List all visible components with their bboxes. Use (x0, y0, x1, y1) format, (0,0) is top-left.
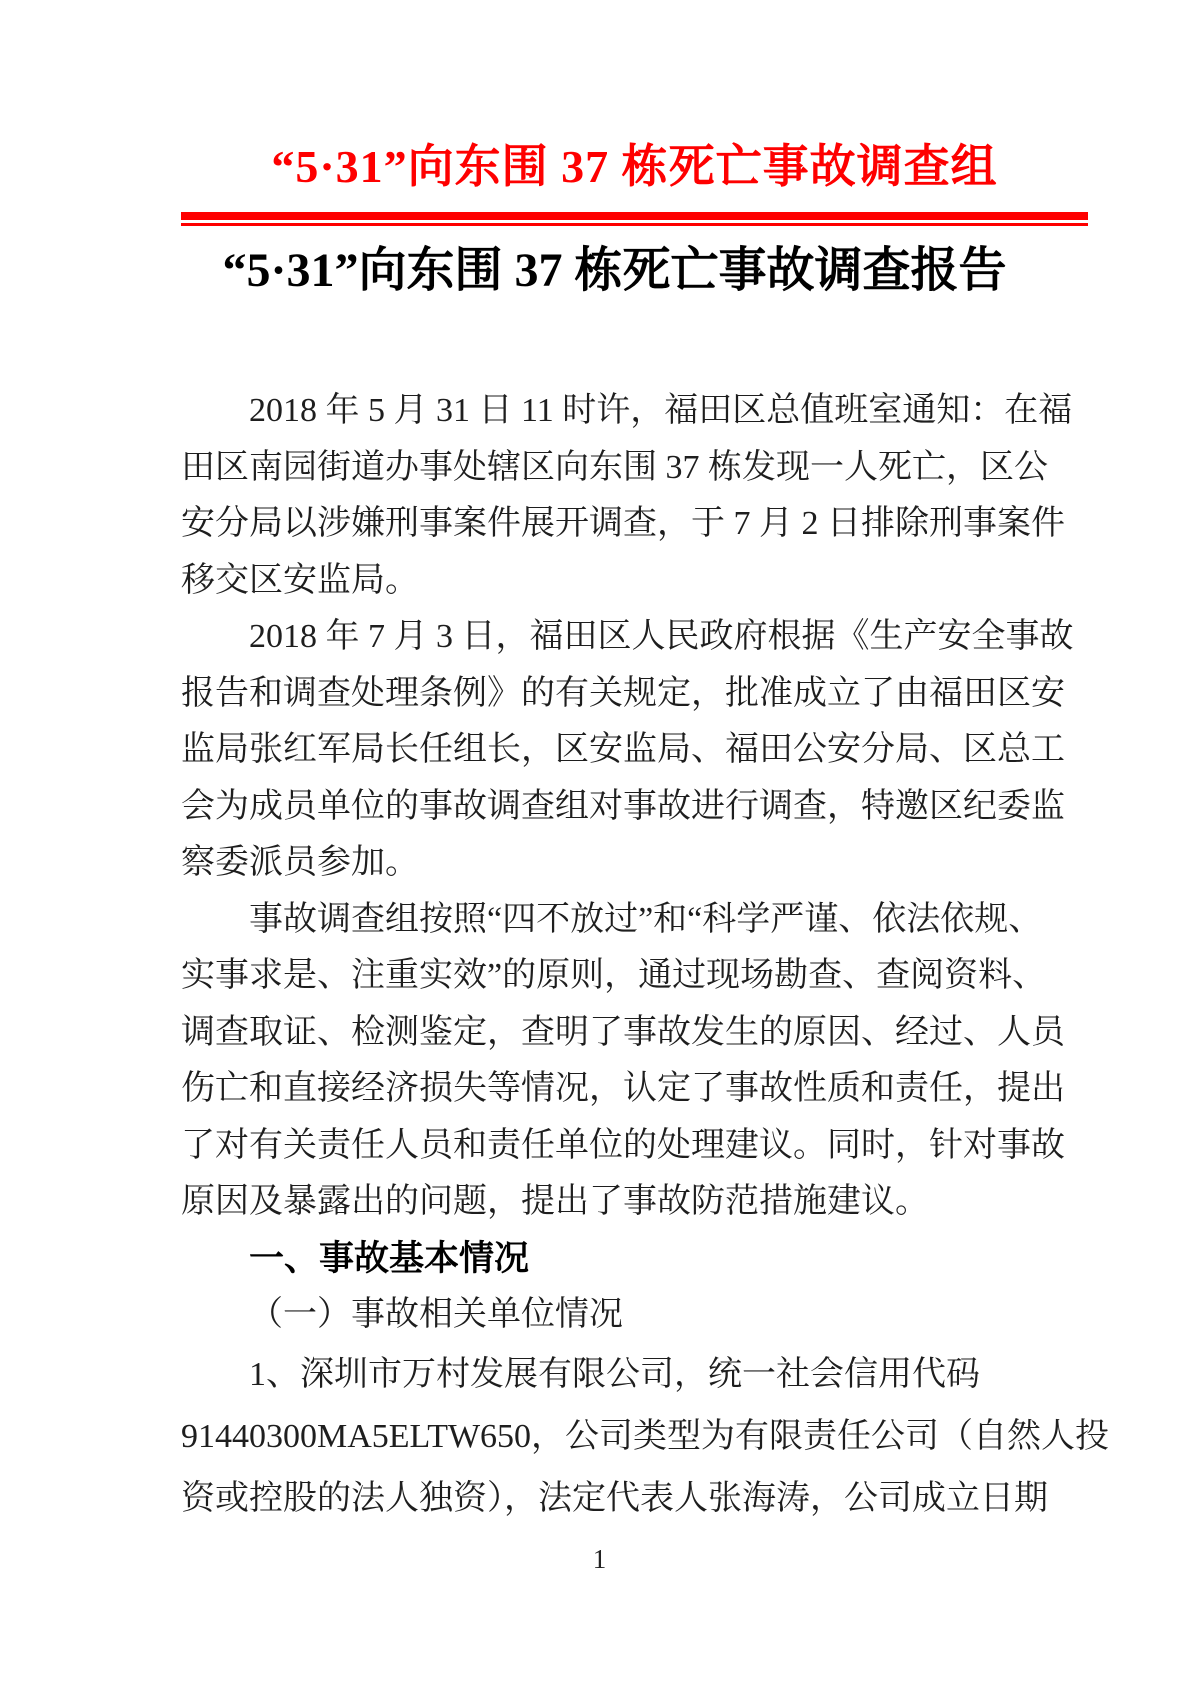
body-line: 会为成员单位的事故调查组对事故进行调查，特邀区纪委监 (181, 787, 1065, 825)
body-line: 移交区安监局。 (181, 561, 419, 599)
body-line: 田区南园街道办事处辖区向东围 37 栋发现一人死亡，区公 (181, 448, 1048, 486)
body-line: 91440300MA5ELTW650，公司类型为有限责任公司（自然人投 (181, 1417, 1110, 1455)
body-line: 事故调查组按照“四不放过”和“科学严谨、依法依规、 (249, 900, 1043, 938)
subsection-heading: （一）事故相关单位情况 (249, 1296, 623, 1333)
body-line: 安分局以涉嫌刑事案件展开调查，于 7 月 2 日排除刑事案件 (181, 505, 1065, 542)
document-title: “5·31”向东围 37 栋死亡事故调查报告 (222, 244, 1007, 297)
body-line: 察委派员参加。 (181, 844, 419, 881)
body-line: 调查取证、检测鉴定，查明了事故发生的原因、经过、人员 (181, 1013, 1065, 1051)
banner-rule-thin (181, 223, 1088, 226)
body-line: 伤亡和直接经济损失等情况，认定了事故性质和责任，提出 (181, 1070, 1065, 1107)
body-line: 原因及暴露出的问题，提出了事故防范措施建议。 (181, 1183, 929, 1220)
body-line: 监局张红军局长任组长，区安监局、福田公安分局、区总工 (181, 731, 1065, 768)
document-body (181, 383, 1131, 1530)
body-line: 2018 年 5 月 31 日 11 时许，福田区总值班室通知：在福 (249, 392, 1073, 429)
page-number: 1 (592, 1544, 607, 1574)
body-line: 2018 年 7 月 3 日，福田区人民政府根据《生产安全事故 (249, 618, 1074, 655)
section-heading: 一、事故基本情况 (249, 1238, 530, 1278)
body-line: 1、深圳市万村发展有限公司，统一社会信用代码 (249, 1355, 980, 1393)
body-line: 报告和调查处理条例》的有关规定，批准成立了由福田区安 (181, 674, 1065, 712)
banner-rule-thick (181, 212, 1088, 220)
body-line: 资或控股的法人独资），法定代表人张海涛，公司成立日期 (181, 1479, 1048, 1517)
body-line: 实事求是、注重实效”的原则，通过现场勘查、查阅资料、 (181, 957, 1047, 994)
body-line: 了对有关责任人员和责任单位的处理建议。同时，针对事故 (181, 1126, 1065, 1164)
header-banner: “5·31”向东围 37 栋死亡事故调查组 (271, 141, 998, 192)
